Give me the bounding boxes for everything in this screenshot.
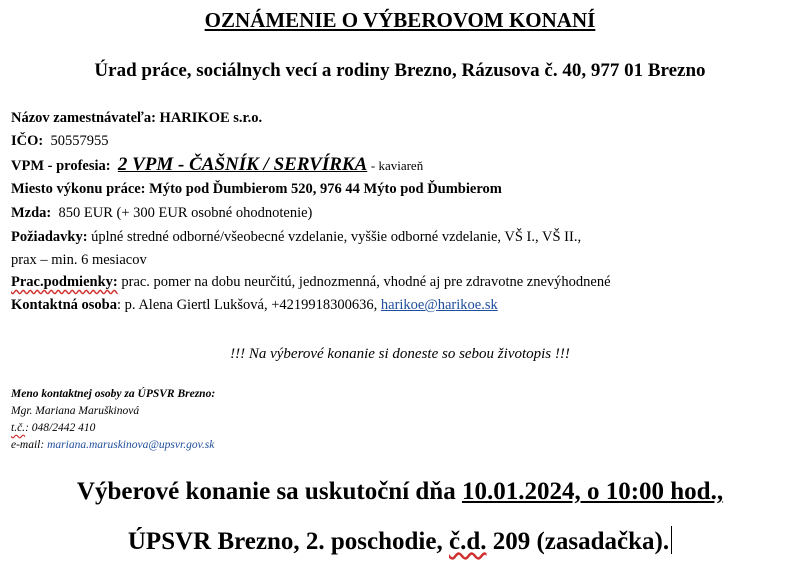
requirements-row (11, 229, 581, 246)
contact-person-value: : p. Alena Giertl Lukšová, +4219918300636, (116, 297, 378, 313)
upsvr-email-label: e-mail: (11, 439, 45, 451)
conditions-label: Prac.podmienky: (11, 274, 118, 290)
contact-email-link[interactable]: harikoe@harikoe.sk (380, 297, 498, 313)
contact-person-label: Kontaktná osoba (11, 297, 117, 313)
requirements-row-2: prax – min. 6 mesiacov (11, 252, 147, 268)
vpm-profession: 2 VPM - ČAŠNÍK / SERVÍRKA (117, 154, 368, 175)
requirements-value: úplné stredné odborné/všeobecné vzdelanie, vyššie odborné vzdelanie, VŠ I., VŠ II., (91, 229, 582, 245)
upsvr-email-link[interactable]: mariana.maruskinova@upsvr.gov.sk (47, 439, 215, 451)
place-label: Miesto výkonu práce: (11, 181, 146, 197)
ico-row (11, 133, 108, 150)
event-line2-prefix: ÚPSVR Brezno, 2. poschodie, (127, 528, 449, 555)
conditions-row (11, 274, 611, 291)
upsvr-contact-phone-row (11, 422, 95, 434)
vpm-label: VPM - profesia: (11, 158, 111, 174)
event-line2-suffix: 209 (zasadačka). (486, 528, 670, 555)
vpm-suffix: - kaviareň (370, 158, 424, 173)
place-row (11, 181, 502, 198)
page-title: OZNÁMENIE O VÝBEROVOM KONANÍ (204, 8, 596, 32)
place-value: Mýto pod Ďumbierom 520, 976 44 Mýto pod Ďumbierom (149, 181, 502, 197)
contact-person-row (11, 297, 498, 314)
cv-notice: !!! Na výberové konanie si doneste so sebou životopis !!! (230, 346, 570, 362)
ico-value: 50557955 (50, 133, 109, 149)
event-line1-prefix: Výberové konanie sa uskutoční dňa (76, 478, 462, 505)
office-address: Úrad práce, sociálnych vecí a rodiny Brezno, Rázusova č. 40, 977 01 Brezno (94, 60, 706, 81)
upsvr-contact-heading: Meno kontaktnej osoby za ÚPSVR Brezno: (11, 388, 216, 400)
wage-row (11, 205, 312, 222)
event-date-line (0, 478, 800, 506)
vpm-row (11, 154, 423, 176)
requirements-label: Požiadavky: (11, 229, 88, 245)
upsvr-phone: : 048/2442 410 (25, 422, 96, 434)
event-date: 10.01.2024, o 10:00 hod., (461, 478, 724, 505)
event-room-label: č.d. (448, 528, 487, 555)
conditions-value: prac. pomer na dobu neurčitú, jednozmenná, vhodné aj pre zdravotne znevýhodnené (121, 274, 611, 290)
employer-value: HARIKOE s.r.o. (159, 110, 263, 126)
wage-label: Mzda: (11, 205, 52, 221)
upsvr-contact-email-row (11, 439, 214, 451)
employer-label: Názov zamestnávateľa: (11, 110, 156, 126)
wage-value: 850 EUR (+ 300 EUR osobné ohodnotenie) (58, 205, 313, 221)
text-cursor (671, 526, 672, 554)
employer-row (11, 110, 262, 127)
upsvr-contact-name: Mgr. Mariana Maruškinová (11, 405, 140, 417)
ico-label: IČO: (11, 133, 44, 149)
upsvr-phone-label: t.č. (11, 422, 26, 434)
event-place-line (0, 526, 800, 556)
